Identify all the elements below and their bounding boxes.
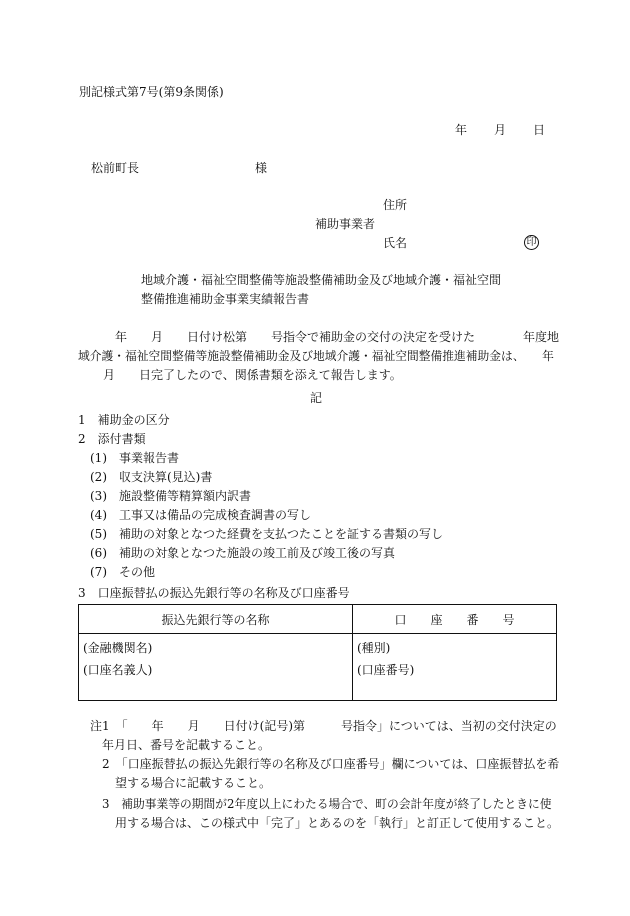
attachment-item: (1) 事業報告書	[90, 451, 179, 465]
note-1-line2: 年月日、番号を記載すること。	[102, 738, 271, 752]
name-label: 氏名	[383, 236, 408, 250]
attachment-item: (7) その他	[90, 565, 155, 579]
header-account-number: 口 座 番 号	[353, 605, 557, 634]
item-bank-account: 3 口座振替払の振込先銀行等の名称及び口座番号	[78, 586, 350, 600]
seal-mark: 印	[524, 235, 539, 250]
note-1-line1: 注1 「 年 月 日付け(記号)第 号指令」については、当初の交付決定の	[90, 719, 557, 733]
bank-cell	[79, 634, 353, 701]
addressee-name: 松前町長	[91, 161, 140, 175]
account-number-label: (口座番号)	[357, 663, 415, 677]
report-title-line1: 地域介護・福祉空間整備等施設整備補助金及び地域介護・福祉空間	[141, 273, 502, 287]
note-3-line2: 用する場合は、この様式中「完了」とあるのを「執行」と訂正して使用すること。	[115, 816, 560, 830]
attachment-item: (3) 施設整備等精算額内訳書	[90, 489, 251, 503]
attachment-item: (2) 収支決算(見込)書	[90, 470, 213, 484]
header-bank-name: 振込先銀行等の名称	[79, 605, 353, 634]
form-number: 別記様式第7号(第9条関係)	[79, 85, 224, 99]
date-line: 年 月 日	[455, 123, 547, 137]
body-line2: 域介護・福祉空間整備等施設整備補助金及び地域介護・福祉空間整備推進補助金は、 年	[78, 349, 554, 363]
attachment-item: (5) 補助の対象となつた経費を支払つたことを証する書類の写し	[90, 527, 444, 541]
body-line3: 月 日完了したので、関係書類を添えて報告します。	[103, 368, 402, 382]
applicant-role: 補助事業者	[315, 217, 376, 231]
attachment-item: (4) 工事又は備品の完成検査調書の写し	[90, 508, 311, 522]
ki-heading: 記	[310, 391, 323, 405]
body-line1: 年 月 日付け松第 号指令で補助金の交付の決定を受けた 年度地	[115, 330, 560, 344]
note-2-line1: 2 「口座振替払の振込先銀行等の名称及び口座番号」欄については、口座振替払を希	[102, 757, 560, 771]
bank-institution-label: (金融機関名)	[83, 641, 153, 655]
report-title-line2: 整備推進補助金事業実績報告書	[141, 292, 310, 306]
account-type-label: (種別)	[357, 641, 391, 655]
address-label: 住所	[383, 198, 408, 212]
note-2-line2: 望する場合に記載すること。	[115, 776, 272, 790]
item-subsidy-category: 1 補助金の区分	[78, 413, 170, 427]
account-table	[78, 604, 557, 701]
account-cell	[353, 634, 557, 701]
attachment-item: (6) 補助の対象となつた施設の竣工前及び竣工後の写真	[90, 546, 396, 560]
addressee-honorific: 様	[255, 161, 268, 175]
note-3-line1: 3 補助事業等の期間が2年度以上にわたる場合で、町の会計年度が終了したときに使	[102, 797, 552, 811]
account-holder-label: (口座名義人)	[83, 663, 153, 677]
item-attachments: 2 添付書類	[78, 432, 146, 446]
